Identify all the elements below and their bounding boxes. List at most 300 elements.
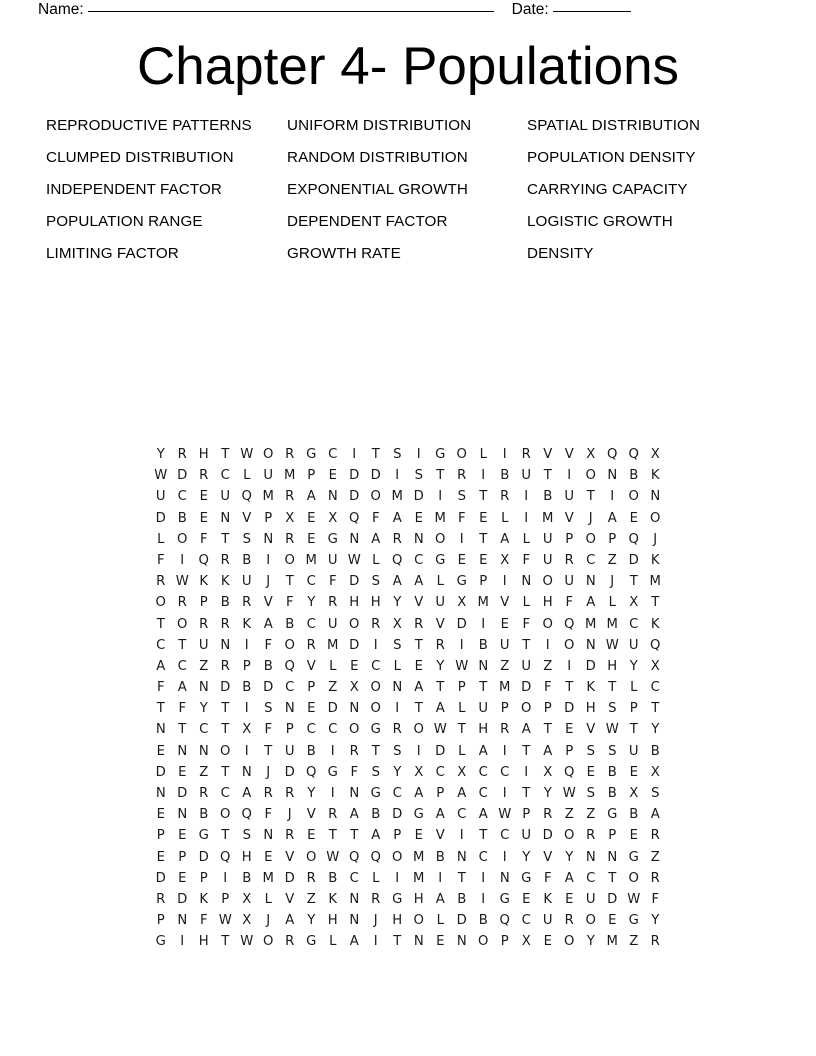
grid-cell[interactable]: A (349, 934, 359, 950)
grid-cell[interactable]: O (585, 531, 596, 547)
grid-cell[interactable]: T (156, 616, 165, 632)
grid-cell[interactable]: T (393, 934, 402, 950)
grid-cell[interactable]: N (349, 701, 360, 717)
grid-cell[interactable]: O (456, 447, 467, 462)
grid-cell[interactable]: O (413, 913, 424, 929)
grid-cell[interactable]: D (327, 701, 338, 717)
grid-cell[interactable]: U (263, 468, 274, 484)
grid-cell[interactable]: E (178, 764, 187, 780)
grid-cell[interactable]: T (178, 722, 187, 738)
grid-cell[interactable]: R (220, 616, 230, 632)
grid-cell[interactable]: G (370, 786, 381, 801)
grid-cell[interactable]: K (586, 680, 596, 696)
grid-cell[interactable]: Z (650, 849, 660, 865)
grid-cell[interactable]: U (542, 913, 553, 929)
grid-cell[interactable]: M (262, 870, 274, 886)
grid-cell[interactable]: C (285, 680, 295, 696)
grid-cell[interactable]: M (499, 680, 511, 696)
grid-cell[interactable]: U (435, 595, 446, 611)
grid-cell[interactable]: V (285, 849, 295, 865)
grid-cell[interactable]: O (435, 531, 446, 547)
grid-cell[interactable]: F (350, 764, 359, 780)
grid-cell[interactable]: N (155, 786, 166, 801)
grid-cell[interactable]: R (285, 531, 295, 547)
grid-cell[interactable]: C (306, 616, 316, 632)
grid-cell[interactable]: P (565, 531, 574, 547)
grid-cell[interactable]: A (435, 807, 445, 823)
grid-cell[interactable]: T (522, 637, 531, 653)
grid-cell[interactable]: U (564, 574, 575, 590)
grid-cell[interactable]: T (629, 722, 638, 738)
grid-cell[interactable]: X (543, 764, 553, 780)
grid-cell[interactable]: B (478, 913, 488, 929)
grid-cell[interactable]: I (395, 468, 400, 484)
grid-cell[interactable]: B (220, 595, 230, 611)
grid-cell[interactable]: T (543, 722, 552, 738)
grid-cell[interactable]: B (328, 870, 338, 886)
grid-cell[interactable]: O (650, 510, 661, 526)
grid-cell[interactable]: H (349, 595, 360, 611)
grid-cell[interactable]: O (155, 595, 166, 611)
grid-cell[interactable]: X (629, 595, 639, 611)
grid-cell[interactable]: A (349, 807, 359, 823)
grid-cell[interactable]: M (413, 849, 425, 865)
grid-cell[interactable]: N (177, 807, 188, 823)
grid-cell[interactable]: C (349, 870, 359, 886)
grid-cell[interactable]: T (371, 447, 380, 462)
grid-cell[interactable]: C (414, 552, 424, 568)
grid-cell[interactable]: Q (349, 510, 360, 526)
grid-cell[interactable]: J (266, 913, 271, 929)
grid-cell[interactable]: E (156, 743, 165, 759)
grid-cell[interactable]: Q (241, 807, 252, 823)
grid-cell[interactable]: C (478, 786, 488, 801)
grid-cell[interactable]: Y (629, 658, 638, 674)
grid-cell[interactable]: E (629, 510, 638, 526)
grid-cell[interactable]: M (284, 468, 296, 484)
grid-cell[interactable]: K (242, 616, 252, 632)
grid-cell[interactable]: B (607, 764, 617, 780)
grid-cell[interactable]: L (393, 658, 401, 674)
grid-cell[interactable]: M (542, 510, 554, 526)
grid-cell[interactable]: R (328, 595, 338, 611)
grid-cell[interactable]: I (545, 637, 550, 653)
grid-cell[interactable]: F (543, 680, 552, 696)
grid-cell[interactable]: E (565, 891, 574, 907)
grid-cell[interactable]: J (610, 574, 615, 590)
grid-cell[interactable]: R (371, 891, 381, 907)
grid-cell[interactable]: A (371, 828, 381, 844)
grid-cell[interactable]: L (157, 531, 165, 547)
grid-cell[interactable]: F (522, 552, 531, 568)
grid-cell[interactable]: L (329, 934, 337, 950)
grid-cell[interactable]: T (543, 468, 552, 484)
grid-cell[interactable]: P (543, 701, 552, 717)
grid-cell[interactable]: R (543, 807, 553, 823)
grid-cell[interactable]: P (436, 786, 445, 801)
grid-cell[interactable]: X (242, 722, 252, 738)
grid-cell[interactable]: Q (650, 637, 661, 653)
grid-cell[interactable]: A (306, 489, 316, 505)
grid-cell[interactable]: R (435, 637, 445, 653)
grid-cell[interactable]: L (458, 743, 466, 759)
grid-cell[interactable]: U (521, 828, 532, 844)
grid-cell[interactable]: C (156, 637, 166, 653)
grid-cell[interactable]: C (586, 870, 596, 886)
grid-cell[interactable]: W (627, 891, 641, 907)
grid-cell[interactable]: I (502, 447, 507, 462)
grid-cell[interactable]: C (500, 828, 510, 844)
grid-cell[interactable]: T (436, 680, 445, 696)
grid-cell[interactable]: D (349, 468, 360, 484)
grid-cell[interactable]: D (607, 891, 618, 907)
grid-cell[interactable]: Q (220, 849, 231, 865)
grid-cell[interactable]: Y (436, 658, 445, 674)
grid-cell[interactable]: D (542, 828, 553, 844)
grid-cell[interactable]: P (242, 658, 251, 674)
grid-cell[interactable]: T (608, 680, 617, 696)
grid-cell[interactable]: R (371, 616, 381, 632)
grid-cell[interactable]: D (435, 743, 446, 759)
grid-cell[interactable]: O (478, 934, 489, 950)
grid-cell[interactable]: T (651, 595, 660, 611)
grid-cell[interactable]: R (650, 828, 660, 844)
grid-cell[interactable]: D (155, 870, 166, 886)
grid-cell[interactable]: Z (543, 658, 553, 674)
grid-cell[interactable]: G (413, 807, 424, 823)
grid-cell[interactable]: Q (564, 764, 575, 780)
grid-cell[interactable]: L (630, 680, 638, 696)
grid-cell[interactable]: M (327, 637, 339, 653)
grid-cell[interactable]: X (650, 658, 660, 674)
grid-cell[interactable]: T (221, 701, 230, 717)
grid-cell[interactable]: S (651, 786, 660, 801)
grid-cell[interactable]: S (371, 574, 380, 590)
grid-cell[interactable]: W (218, 913, 232, 929)
grid-cell[interactable]: E (565, 722, 574, 738)
grid-cell[interactable]: V (306, 807, 316, 823)
grid-cell[interactable]: P (221, 891, 230, 907)
grid-cell[interactable]: T (608, 870, 617, 886)
grid-cell[interactable]: D (349, 574, 360, 590)
grid-cell[interactable]: R (199, 468, 209, 484)
grid-cell[interactable]: T (221, 531, 230, 547)
grid-cell[interactable]: M (391, 489, 403, 505)
grid-cell[interactable]: L (522, 531, 530, 547)
grid-cell[interactable]: N (413, 934, 424, 950)
grid-cell[interactable]: N (499, 870, 510, 886)
grid-cell[interactable]: O (370, 489, 381, 505)
grid-cell[interactable]: S (608, 743, 617, 759)
grid-cell[interactable]: O (177, 531, 188, 547)
grid-cell[interactable]: M (413, 870, 425, 886)
grid-cell[interactable]: P (178, 849, 187, 865)
grid-cell[interactable]: S (414, 468, 423, 484)
grid-cell[interactable]: P (156, 913, 165, 929)
grid-cell[interactable]: B (629, 468, 639, 484)
grid-cell[interactable]: T (436, 468, 445, 484)
grid-cell[interactable]: Y (522, 849, 531, 865)
grid-cell[interactable]: Z (328, 680, 338, 696)
grid-cell[interactable]: G (628, 849, 639, 865)
grid-cell[interactable]: E (414, 658, 423, 674)
grid-cell[interactable]: C (435, 764, 445, 780)
grid-cell[interactable]: X (349, 680, 359, 696)
grid-cell[interactable]: N (198, 680, 209, 696)
grid-cell[interactable]: C (306, 722, 316, 738)
grid-cell[interactable]: A (242, 786, 252, 801)
grid-cell[interactable]: V (306, 658, 316, 674)
grid-cell[interactable]: R (285, 447, 295, 462)
grid-cell[interactable]: J (653, 531, 658, 547)
grid-cell[interactable]: V (564, 510, 574, 526)
grid-cell[interactable]: E (414, 828, 423, 844)
grid-cell[interactable]: O (628, 489, 639, 505)
grid-cell[interactable]: Z (199, 658, 209, 674)
grid-cell[interactable]: E (307, 701, 316, 717)
grid-cell[interactable]: G (435, 447, 446, 462)
grid-cell[interactable]: T (479, 531, 488, 547)
grid-cell[interactable]: W (175, 574, 189, 590)
grid-cell[interactable]: O (564, 828, 575, 844)
grid-cell[interactable]: N (349, 531, 360, 547)
grid-cell[interactable]: B (629, 807, 639, 823)
grid-cell[interactable]: R (220, 658, 230, 674)
grid-cell[interactable]: V (543, 447, 553, 462)
grid-cell[interactable]: T (629, 574, 638, 590)
grid-cell[interactable]: T (414, 701, 423, 717)
grid-cell[interactable]: H (327, 913, 338, 929)
grid-cell[interactable]: T (221, 764, 230, 780)
grid-cell[interactable]: B (242, 870, 252, 886)
grid-cell[interactable]: Y (393, 764, 402, 780)
grid-cell[interactable]: P (608, 531, 617, 547)
grid-cell[interactable]: V (586, 722, 596, 738)
grid-cell[interactable]: N (650, 489, 661, 505)
grid-cell[interactable]: S (393, 743, 402, 759)
grid-cell[interactable]: N (607, 468, 618, 484)
grid-cell[interactable]: L (608, 595, 616, 611)
grid-cell[interactable]: I (180, 552, 185, 568)
grid-cell[interactable]: L (372, 552, 380, 568)
grid-cell[interactable]: O (585, 913, 596, 929)
grid-cell[interactable]: E (350, 658, 359, 674)
grid-cell[interactable]: T (285, 574, 294, 590)
grid-cell[interactable]: P (264, 510, 273, 526)
grid-cell[interactable]: E (156, 849, 165, 865)
grid-cell[interactable]: R (586, 828, 596, 844)
grid-cell[interactable]: F (199, 531, 208, 547)
grid-cell[interactable]: E (199, 510, 208, 526)
grid-cell[interactable]: P (479, 574, 488, 590)
grid-cell[interactable]: G (456, 574, 467, 590)
grid-cell[interactable]: A (414, 786, 424, 801)
grid-cell[interactable]: D (456, 616, 467, 632)
grid-cell[interactable]: U (327, 616, 338, 632)
grid-cell[interactable]: T (156, 701, 165, 717)
grid-cell[interactable]: Y (307, 786, 316, 801)
grid-cell[interactable]: Y (651, 913, 660, 929)
grid-cell[interactable]: G (327, 531, 338, 547)
grid-cell[interactable]: V (500, 595, 510, 611)
grid-cell[interactable]: A (564, 870, 574, 886)
grid-cell[interactable]: E (307, 828, 316, 844)
grid-cell[interactable]: D (521, 680, 532, 696)
grid-cell[interactable]: X (500, 552, 510, 568)
grid-cell[interactable]: I (567, 658, 572, 674)
grid-cell[interactable]: O (349, 722, 360, 738)
grid-cell[interactable]: X (414, 764, 424, 780)
grid-cell[interactable]: A (435, 891, 445, 907)
grid-cell[interactable]: T (522, 743, 531, 759)
grid-cell[interactable]: T (264, 743, 273, 759)
grid-cell[interactable]: Y (307, 913, 316, 929)
grid-cell[interactable]: B (543, 489, 553, 505)
grid-cell[interactable]: R (564, 913, 574, 929)
grid-cell[interactable]: V (285, 891, 295, 907)
grid-cell[interactable]: B (199, 807, 209, 823)
grid-cell[interactable]: R (156, 891, 166, 907)
grid-cell[interactable]: B (435, 849, 445, 865)
grid-cell[interactable]: L (329, 658, 337, 674)
grid-cell[interactable]: U (521, 468, 532, 484)
grid-cell[interactable]: G (370, 722, 381, 738)
grid-cell[interactable]: J (266, 574, 271, 590)
grid-cell[interactable]: G (435, 552, 446, 568)
grid-cell[interactable]: P (307, 468, 316, 484)
grid-cell[interactable]: F (156, 552, 165, 568)
grid-cell[interactable]: I (373, 637, 378, 653)
grid-cell[interactable]: I (459, 531, 464, 547)
grid-cell[interactable]: O (220, 743, 231, 759)
grid-cell[interactable]: C (457, 807, 467, 823)
grid-cell[interactable]: T (522, 786, 531, 801)
grid-cell[interactable]: D (220, 680, 231, 696)
grid-cell[interactable]: N (155, 722, 166, 738)
grid-cell[interactable]: R (457, 468, 467, 484)
grid-cell[interactable]: I (481, 616, 486, 632)
grid-cell[interactable]: N (607, 849, 618, 865)
grid-cell[interactable]: J (266, 764, 271, 780)
grid-cell[interactable]: X (457, 595, 467, 611)
grid-cell[interactable]: O (284, 552, 295, 568)
grid-cell[interactable]: N (456, 934, 467, 950)
grid-cell[interactable]: W (605, 637, 619, 653)
grid-cell[interactable]: W (347, 552, 361, 568)
grid-cell[interactable]: P (522, 807, 531, 823)
grid-cell[interactable]: K (199, 574, 209, 590)
grid-cell[interactable]: H (241, 849, 252, 865)
grid-cell[interactable]: H (607, 658, 618, 674)
grid-cell[interactable]: R (564, 552, 574, 568)
grid-cell[interactable]: R (285, 786, 295, 801)
grid-cell[interactable]: B (650, 743, 660, 759)
grid-cell[interactable]: E (199, 489, 208, 505)
grid-cell[interactable]: D (628, 552, 639, 568)
grid-cell[interactable]: A (543, 743, 553, 759)
grid-cell[interactable]: O (628, 870, 639, 886)
grid-cell[interactable]: T (414, 637, 423, 653)
grid-cell[interactable]: O (370, 701, 381, 717)
grid-cell[interactable]: S (586, 743, 595, 759)
grid-cell[interactable]: W (433, 722, 447, 738)
grid-cell[interactable]: C (199, 722, 209, 738)
grid-cell[interactable]: P (500, 934, 509, 950)
grid-cell[interactable]: Q (370, 849, 381, 865)
grid-cell[interactable]: E (414, 510, 423, 526)
grid-cell[interactable]: X (521, 934, 531, 950)
grid-cell[interactable]: W (154, 468, 168, 484)
grid-cell[interactable]: U (542, 531, 553, 547)
grid-cell[interactable]: R (263, 786, 273, 801)
grid-cell[interactable]: P (608, 828, 617, 844)
grid-cell[interactable]: K (220, 574, 230, 590)
grid-cell[interactable]: U (542, 552, 553, 568)
grid-cell[interactable]: F (328, 574, 337, 590)
grid-cell[interactable]: D (263, 680, 274, 696)
grid-cell[interactable]: R (199, 786, 209, 801)
grid-cell[interactable]: M (262, 489, 274, 505)
grid-cell[interactable]: I (481, 870, 486, 886)
grid-cell[interactable]: V (435, 616, 445, 632)
grid-cell[interactable]: T (178, 637, 187, 653)
grid-cell[interactable]: O (284, 637, 295, 653)
name-write-in-line[interactable] (88, 11, 494, 12)
grid-cell[interactable]: D (349, 489, 360, 505)
grid-cell[interactable]: Y (565, 849, 574, 865)
grid-cell[interactable]: S (242, 828, 251, 844)
grid-cell[interactable]: D (155, 510, 166, 526)
grid-cell[interactable]: T (586, 489, 595, 505)
grid-cell[interactable]: C (586, 552, 596, 568)
grid-cell[interactable]: I (395, 870, 400, 886)
grid-cell[interactable]: I (524, 764, 529, 780)
grid-cell[interactable]: U (478, 701, 489, 717)
grid-cell[interactable]: G (392, 891, 403, 907)
grid-cell[interactable]: I (244, 701, 249, 717)
grid-cell[interactable]: C (371, 658, 381, 674)
grid-cell[interactable]: C (177, 658, 187, 674)
grid-cell[interactable]: K (199, 891, 209, 907)
grid-cell[interactable]: A (435, 701, 445, 717)
grid-cell[interactable]: P (500, 701, 509, 717)
grid-cell[interactable]: L (436, 574, 444, 590)
grid-cell[interactable]: F (199, 913, 208, 929)
grid-cell[interactable]: S (393, 637, 402, 653)
grid-cell[interactable]: X (242, 913, 252, 929)
grid-cell[interactable]: O (564, 934, 575, 950)
grid-cell[interactable]: E (307, 510, 316, 526)
grid-cell[interactable]: E (264, 849, 273, 865)
grid-cell[interactable]: C (500, 764, 510, 780)
grid-cell[interactable]: Q (628, 531, 639, 547)
date-write-in-line[interactable] (553, 11, 631, 12)
grid-cell[interactable]: T (221, 934, 230, 950)
grid-cell[interactable]: D (177, 786, 188, 801)
grid-cell[interactable]: A (586, 595, 596, 611)
grid-cell[interactable]: O (542, 574, 553, 590)
grid-cell[interactable]: R (392, 531, 402, 547)
grid-cell[interactable]: A (500, 531, 510, 547)
grid-cell[interactable]: I (459, 637, 464, 653)
grid-cell[interactable]: D (284, 764, 295, 780)
grid-cell[interactable]: V (242, 510, 252, 526)
grid-cell[interactable]: N (220, 637, 231, 653)
grid-cell[interactable]: X (285, 510, 295, 526)
grid-cell[interactable]: F (543, 870, 552, 886)
grid-cell[interactable]: A (650, 807, 660, 823)
grid-cell[interactable]: E (543, 934, 552, 950)
